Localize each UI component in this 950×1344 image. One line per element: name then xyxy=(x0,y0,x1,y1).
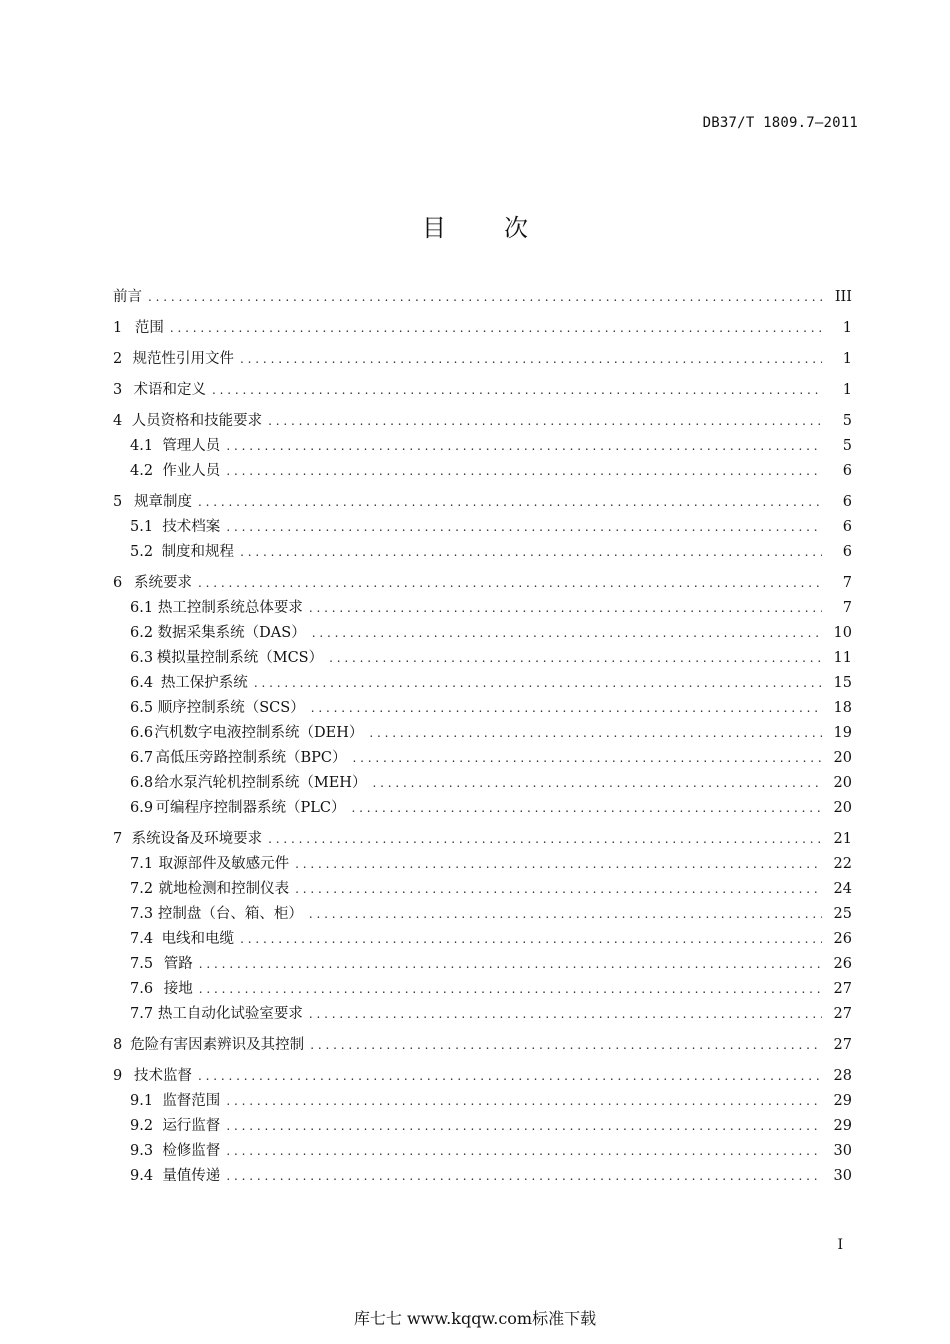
toc-dot-leader xyxy=(226,1089,822,1114)
toc-dot-leader xyxy=(372,771,822,796)
toc-entry-number: 7.3 xyxy=(130,906,154,922)
toc-entry-page: 28 xyxy=(833,1068,852,1084)
toc-entry-page: 19 xyxy=(833,725,852,741)
toc-entry-title: 高低压旁路控制系统（BPC） xyxy=(155,750,347,766)
toc-entry-title: 给水泵汽轮机控制系统（MEH） xyxy=(154,775,367,791)
toc-dot-leader xyxy=(198,1064,822,1089)
toc-entry[interactable] xyxy=(113,596,852,621)
toc-entry-number: 4 xyxy=(113,413,123,429)
toc-dot-leader xyxy=(199,952,822,977)
toc-entry-title: 人员资格和技能要求 xyxy=(131,413,263,429)
toc-entry-title: 量值传递 xyxy=(162,1168,221,1184)
toc-entry-title: 危险有害因素辨识及其控制 xyxy=(130,1037,305,1053)
toc-entry-title: 汽机数字电液控制系统（DEH） xyxy=(154,725,364,741)
toc-entry-number: 2 xyxy=(113,351,123,367)
toc-entry-page: 6 xyxy=(842,463,852,479)
toc-entry-title: 热工控制系统总体要求 xyxy=(157,600,303,616)
toc-entry-number: 7.1 xyxy=(130,856,154,872)
toc-entry-page: 30 xyxy=(833,1168,852,1184)
toc-entry-title: 规范性引用文件 xyxy=(132,351,235,367)
toc-dot-leader xyxy=(309,1002,822,1027)
toc-entry-title: 监督范围 xyxy=(162,1093,221,1109)
toc-entry-number: 3 xyxy=(113,382,123,398)
toc-dot-leader xyxy=(226,434,822,459)
toc-dot-leader xyxy=(352,746,822,771)
toc-entry[interactable] xyxy=(113,409,852,434)
toc-dot-leader xyxy=(311,696,822,721)
toc-entry-page: 6 xyxy=(842,544,852,560)
toc-dot-leader xyxy=(295,877,822,902)
toc-dot-leader xyxy=(312,621,822,646)
toc-entry[interactable] xyxy=(113,316,852,341)
toc-entry[interactable] xyxy=(113,877,852,902)
toc-entry[interactable] xyxy=(113,927,852,952)
toc-entry-page: 15 xyxy=(833,675,852,691)
toc-entry-number: 9.4 xyxy=(130,1168,154,1184)
toc-entry-number: 4.1 xyxy=(130,438,154,454)
toc-entry-title: 技术档案 xyxy=(162,519,221,535)
toc-entry-page: 25 xyxy=(833,906,852,922)
toc-dot-leader xyxy=(369,721,822,746)
toc-entry-number: 7.7 xyxy=(130,1006,154,1022)
toc-title-char-2: 次 xyxy=(504,214,528,242)
toc-entry-title: 控制盘（台、箱、柜） xyxy=(157,906,303,922)
toc-entry-number: 6.4 xyxy=(130,675,154,691)
toc-entry[interactable] xyxy=(113,490,852,515)
toc-entry-number: 7.6 xyxy=(130,981,154,997)
toc-entry-title: 热工保护系统 xyxy=(160,675,248,691)
toc-entry-title: 数据采集系统（DAS） xyxy=(157,625,306,641)
toc-entry-title: 系统设备及环境要求 xyxy=(131,831,263,847)
footer-watermark: 库七七 www.kqqw.com标准下载 xyxy=(353,1309,597,1328)
toc-entry-number: 9 xyxy=(113,1068,123,1084)
toc-entry[interactable] xyxy=(113,378,852,403)
toc-entry[interactable] xyxy=(113,1089,852,1114)
toc-entry[interactable] xyxy=(113,459,852,484)
toc-dot-leader xyxy=(329,646,822,671)
toc-entry-page: 11 xyxy=(833,650,852,666)
toc-title xyxy=(0,208,950,243)
toc-entry[interactable] xyxy=(113,827,852,852)
toc-entry-number: 7 xyxy=(113,831,123,847)
toc-entry-page: 21 xyxy=(833,831,852,847)
toc-entry-page: 27 xyxy=(833,981,852,997)
toc-entry-title: 就地检测和控制仪表 xyxy=(158,881,290,897)
toc-entry-number: 6.9 xyxy=(130,800,154,816)
toc-entry[interactable] xyxy=(113,696,852,721)
toc-entry[interactable] xyxy=(113,1002,852,1027)
toc-entry[interactable] xyxy=(113,977,852,1002)
toc-entry-number: 5.1 xyxy=(130,519,154,535)
toc-entry-page: 6 xyxy=(842,519,852,535)
toc-entry-title: 规章制度 xyxy=(133,494,192,510)
toc-entry[interactable] xyxy=(113,1033,852,1058)
toc-entry-number: 7.5 xyxy=(130,956,154,972)
toc-dot-leader xyxy=(226,515,822,540)
toc-entry-page: 5 xyxy=(842,413,852,429)
toc-dot-leader xyxy=(226,1114,822,1139)
toc-entry-page: 29 xyxy=(833,1118,852,1134)
toc-entry-title: 管理人员 xyxy=(162,438,221,454)
toc-entry-title: 系统要求 xyxy=(133,575,192,591)
toc-entry-page: 30 xyxy=(833,1143,852,1159)
toc-entry-number: 4.2 xyxy=(130,463,154,479)
toc-dot-leader xyxy=(310,1033,822,1058)
toc-entry-title: 前言 xyxy=(113,289,142,305)
toc-dot-leader xyxy=(226,1139,822,1164)
toc-dot-leader xyxy=(226,459,822,484)
toc-entry-number: 6.7 xyxy=(130,750,154,766)
toc-entry[interactable] xyxy=(113,796,852,821)
toc-dot-leader xyxy=(352,796,823,821)
toc-entry-title: 技术监督 xyxy=(133,1068,192,1084)
toc-entry-page: 18 xyxy=(833,700,852,716)
toc-entry-number: 7.2 xyxy=(130,881,154,897)
toc-entry-title: 电线和电缆 xyxy=(161,931,235,947)
toc-entry-title: 术语和定义 xyxy=(133,382,206,398)
toc-entry[interactable] xyxy=(113,347,852,372)
toc-entry[interactable] xyxy=(113,1139,852,1164)
toc-dot-leader xyxy=(254,671,822,696)
toc-dot-leader xyxy=(268,827,822,852)
toc-entry-number: 7.4 xyxy=(130,931,154,947)
toc-dot-leader xyxy=(309,902,822,927)
toc-entry-number: 6.8 xyxy=(130,775,154,791)
toc-dot-leader xyxy=(240,347,822,372)
toc-entry[interactable] xyxy=(113,671,852,696)
toc-entry-number: 6.6 xyxy=(130,725,154,741)
toc-entry-title: 接地 xyxy=(163,981,193,997)
toc-entry-page: 29 xyxy=(833,1093,852,1109)
toc-entry-number: 5.2 xyxy=(130,544,154,560)
toc-entry[interactable] xyxy=(113,646,852,671)
toc-dot-leader xyxy=(198,490,822,515)
toc-dot-leader xyxy=(240,540,822,565)
toc-entry-page: 5 xyxy=(842,438,852,454)
toc-entry-title: 检修监督 xyxy=(162,1143,221,1159)
toc-entry[interactable] xyxy=(113,952,852,977)
toc-dot-leader xyxy=(309,596,822,621)
toc-entry-page: 27 xyxy=(833,1006,852,1022)
toc-entry[interactable] xyxy=(113,1114,852,1139)
toc-entry-number: 6.5 xyxy=(130,700,154,716)
table-of-contents xyxy=(113,285,852,1189)
toc-entry[interactable] xyxy=(113,852,852,877)
toc-entry-page: 1 xyxy=(842,320,852,336)
toc-entry-title: 运行监督 xyxy=(162,1118,221,1134)
toc-entry[interactable] xyxy=(113,515,852,540)
toc-entry-page: 22 xyxy=(833,856,852,872)
toc-entry-page: 24 xyxy=(833,881,852,897)
toc-entry-number: 1 xyxy=(113,320,123,336)
toc-dot-leader xyxy=(148,285,822,310)
toc-entry[interactable] xyxy=(113,1064,852,1089)
toc-entry-page: 1 xyxy=(842,382,852,398)
toc-entry-number: 8 xyxy=(113,1037,123,1053)
toc-entry[interactable] xyxy=(113,721,852,746)
toc-title-char-1: 目 xyxy=(422,214,446,242)
toc-entry[interactable] xyxy=(113,1164,852,1189)
toc-entry-page: 1 xyxy=(842,351,852,367)
toc-entry-title: 制度和规程 xyxy=(161,544,235,560)
toc-entry-page: 26 xyxy=(833,931,852,947)
toc-entry-title: 管路 xyxy=(163,956,193,972)
toc-entry[interactable] xyxy=(113,746,852,771)
toc-entry-number: 9.3 xyxy=(130,1143,154,1159)
toc-dot-leader xyxy=(170,316,822,341)
toc-entry-title: 模拟量控制系统（MCS） xyxy=(156,650,324,666)
toc-dot-leader xyxy=(199,977,822,1002)
toc-entry-page: III xyxy=(834,289,852,305)
toc-entry-number: 6 xyxy=(113,575,123,591)
toc-entry-title: 热工自动化试验室要求 xyxy=(157,1006,303,1022)
toc-entry-title: 可编程序控制器系统（PLC） xyxy=(155,800,346,816)
toc-dot-leader xyxy=(212,378,822,403)
toc-entry-page: 20 xyxy=(833,775,852,791)
toc-entry[interactable] xyxy=(113,621,852,646)
toc-entry-number: 6.2 xyxy=(130,625,154,641)
toc-entry-number: 5 xyxy=(113,494,123,510)
toc-entry-title: 顺序控制系统（SCS） xyxy=(157,700,305,716)
toc-entry-page: 10 xyxy=(833,625,852,641)
toc-entry-page: 27 xyxy=(833,1037,852,1053)
toc-entry-number: 9.1 xyxy=(130,1093,154,1109)
toc-dot-leader xyxy=(268,409,822,434)
toc-entry-page: 26 xyxy=(833,956,852,972)
toc-entry-page: 20 xyxy=(833,750,852,766)
toc-entry-title: 取源部件及敏感元件 xyxy=(158,856,290,872)
toc-dot-leader xyxy=(198,571,822,596)
toc-entry-number: 6.3 xyxy=(130,650,154,666)
toc-dot-leader xyxy=(295,852,822,877)
toc-entry[interactable] xyxy=(113,434,852,459)
toc-entry[interactable] xyxy=(113,285,852,310)
toc-entry[interactable] xyxy=(113,902,852,927)
toc-entry-page: 20 xyxy=(833,800,852,816)
toc-dot-leader xyxy=(240,927,822,952)
toc-entry[interactable] xyxy=(113,540,852,565)
toc-entry-page: 7 xyxy=(842,575,852,591)
toc-entry-number: 6.1 xyxy=(130,600,154,616)
toc-entry-page: 7 xyxy=(842,600,852,616)
toc-entry-title: 范围 xyxy=(134,320,164,336)
page-number: I xyxy=(837,1237,843,1253)
toc-entry-page: 6 xyxy=(842,494,852,510)
toc-entry[interactable] xyxy=(113,571,852,596)
toc-entry-title: 作业人员 xyxy=(162,463,221,479)
toc-dot-leader xyxy=(226,1164,822,1189)
toc-entry[interactable] xyxy=(113,771,852,796)
toc-entry-number: 9.2 xyxy=(130,1118,154,1134)
document-code: DB37/T 1809.7—2011 xyxy=(702,115,858,131)
